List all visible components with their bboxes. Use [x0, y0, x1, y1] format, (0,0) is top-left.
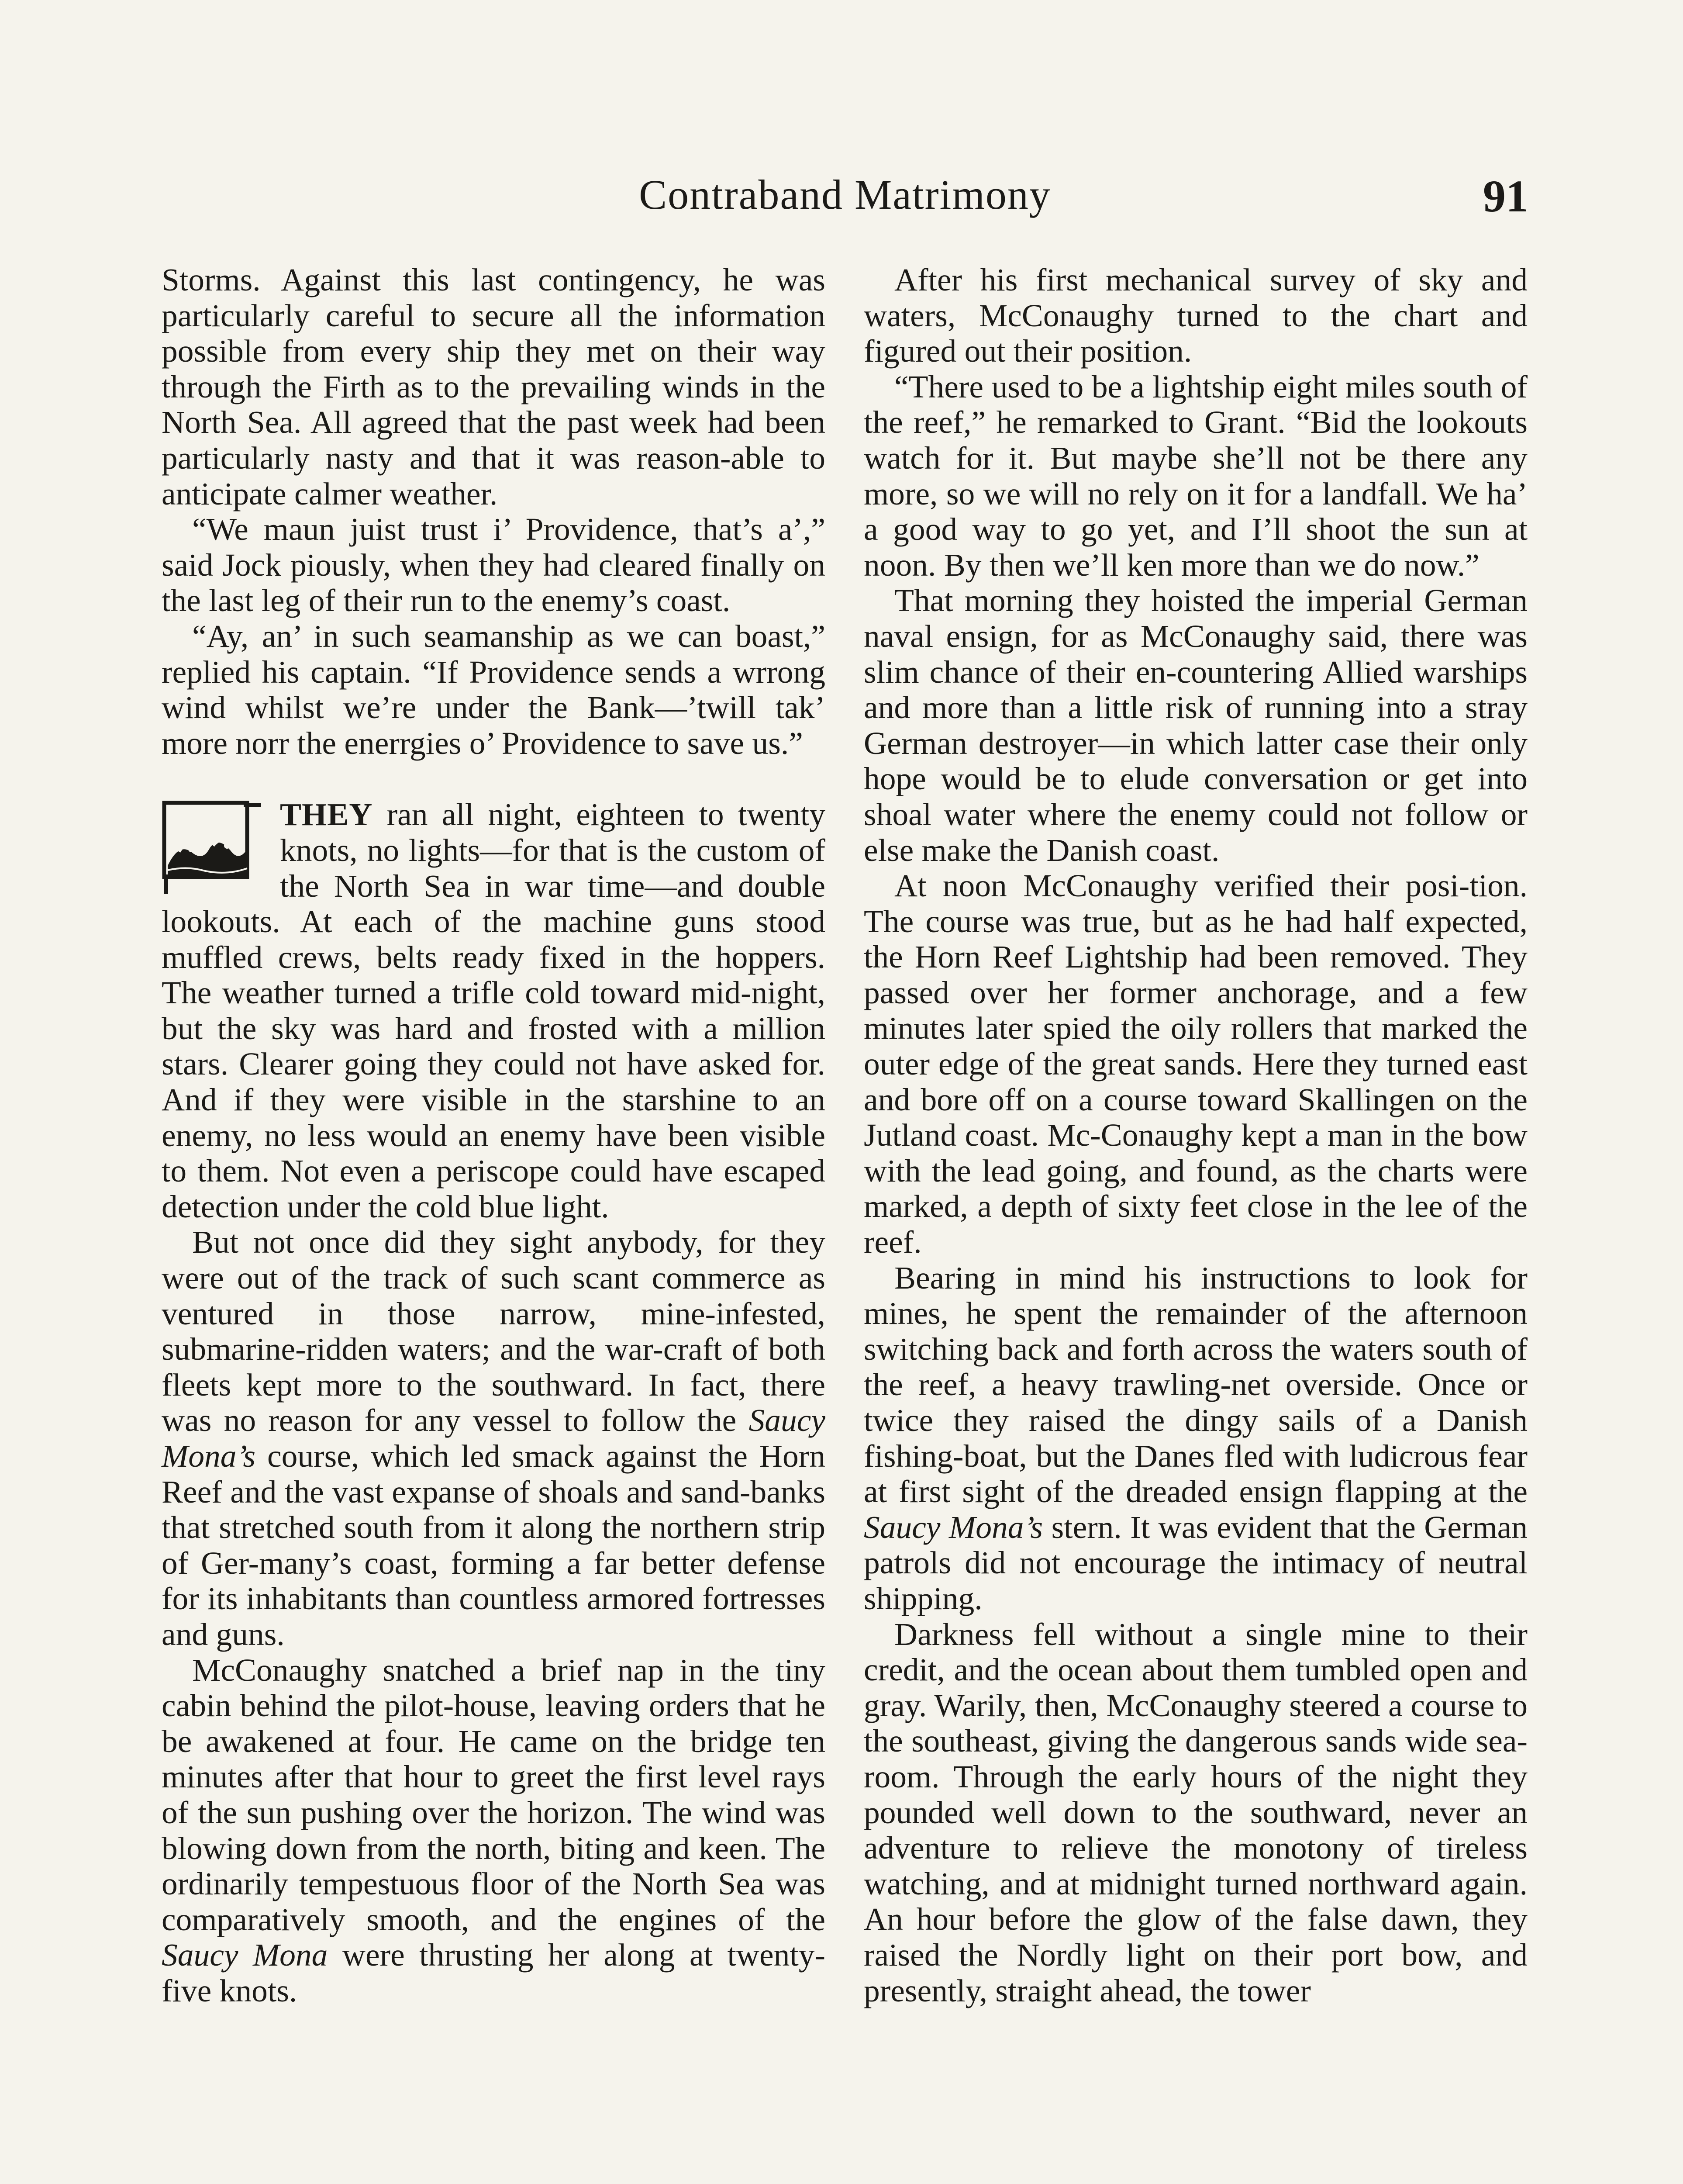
section-opening-paragraph: [162, 797, 825, 1224]
paragraph-text: were thrusting her along at twenty-five knots.: [162, 1937, 825, 2008]
lead-caps: THEY: [280, 797, 373, 833]
paragraph-text: stern. It was evident that the German patrols did not encourage the intimacy of neutral shipping.: [864, 1509, 1528, 1616]
paragraph: That morning they hoisted the imperial German naval ensign, for as McConaughy said, there was slim chance of their en-countering Allied warships and more than a little risk of running into a stray German destroyer—in which latter case their only hope would be to elude conversation or get into shoal water where the enemy could not follow or else make the Danish coast.: [864, 583, 1528, 868]
paragraph: “There used to be a lightship eight miles south of the reef,” he remarked to Grant. “Bid the lookouts watch for it. But maybe she’ll not be there any more, so we will no rely on it for a landfall. We ha’ a good way to go yet, and I’ll shoot the sun at noon. By then we’ll ken more than we do now.”: [864, 369, 1528, 583]
paragraph-text: McConaughy snatched a brief nap in the tiny cabin behind the pilot-house, leaving orders that he be awakened at four. He came on the bridge ten minutes after that hour to greet the first level rays of the sun pushing over the horizon. The wind was blowing down from the north, biting and keen. The ordinarily tempestuous floor of the North Sea was comparatively smooth, and the engines of the: [162, 1652, 825, 1937]
paragraph: Storms. Against this last contingency, he was particularly careful to secure all the information possible from every ship they met on their way through the Firth as to the prevailing winds in the North Sea. All agreed that the past week had been particularly nasty and that it was reason-able to anticipate calmer weather.: [162, 262, 825, 511]
page-number: 91: [1483, 171, 1528, 221]
paragraph: [162, 1652, 825, 2009]
paragraph: Darkness fell without a single mine to their credit, and the ocean about them tumbled open and gray. Warily, then, McConaughy steered a course to the southeast, giving the dangerous sands wide sea-room. Through the early hours of the night they pounded well down to the southward, never an adventure to relieve the monotony of tireless watching, and at midnight turned northward again. An hour before the glow of the false dawn, they raised the Nordly light on their port bow, and presently, straight ahead, the tower: [864, 1616, 1528, 2008]
ship-name: Saucy Mona: [162, 1937, 328, 1973]
paragraph: After his first mechanical survey of sky and waters, McConaughy turned to the chart and figured out their position.: [864, 262, 1528, 369]
paragraph: At noon McConaughy verified their posi-tion. The course was true, but as he had half expected, the Horn Reef Lightship had been removed. They passed over her former anchorage, and a few minutes later spied the oily rollers that marked the outer edge of the great sands. Here they turned east and bore off on a course toward Skallingen on the Jutland coast. Mc-Conaughy kept a man in the bow with the lead going, and found, as the charts were marked, a depth of sixty feet close in the lee of the reef.: [864, 868, 1528, 1260]
right-column: [864, 262, 1528, 2008]
paragraph-text: But not once did they sight anybody, for they were out of the track of such scant commerce as ventured in those narrow, mine-infested, submarine-ridden waters; and the war-craft of both fleets kept more to the southward. In fact, there was no reason for any vessel to follow the: [162, 1224, 825, 1438]
paragraph-text: Bearing in mind his instructions to look for mines, he spent the remainder of the afternoon switching back and forth across the waters south of the reef, a heavy trawling-net overside. Once or twice they raised the dingy sails of a Danish fishing-boat, but the Danes fled with ludicrous fear at first sight of the dreaded ensign flapping at the: [864, 1260, 1528, 1510]
wave-ornament-icon: [162, 800, 264, 896]
left-column: [162, 262, 825, 2009]
page-header: [162, 170, 1528, 227]
ship-name: Saucy Mona’s: [162, 1403, 825, 1474]
paragraph: “We maun juist trust i’ Providence, that’s a’,” said Jock piously, when they had cleared finally on the last leg of their run to the enemy’s coast.: [162, 511, 825, 619]
running-title: Contraband Matrimony: [639, 171, 1051, 218]
paragraph: [864, 1260, 1528, 1617]
paragraph: [162, 1224, 825, 1652]
ship-name: Saucy Mona’s: [864, 1509, 1043, 1545]
paragraph-text: course, which led smack against the Horn Reef and the vast expanse of shoals and sand-banks that stretched south from it along the northern strip of Ger-many’s coast, forming a far better defense for its inhabitants than countless armored fortresses and guns.: [162, 1438, 825, 1652]
paragraph-text: ran all night, eighteen to twenty knots, no lights—for that is the custom of the North Sea in war time—and double lookouts. At each of the machine guns stood muffled crews, belts ready fixed in the hoppers. The weather turned a trifle cold toward mid-night, but the sky was hard and frosted with a million stars. Clearer going they could not have asked for. And if they were visible in the starshine to an enemy, no less would an enemy have been visible to them. Not even a periscope could have escaped detection under the cold blue light.: [162, 797, 825, 1224]
paragraph: “Ay, an’ in such seamanship as we can boast,” replied his captain. “If Providence sends a wrrong wind whilst we’re under the Bank—’twill tak’ more norr the enerrgies o’ Providence to save us.”: [162, 618, 825, 761]
